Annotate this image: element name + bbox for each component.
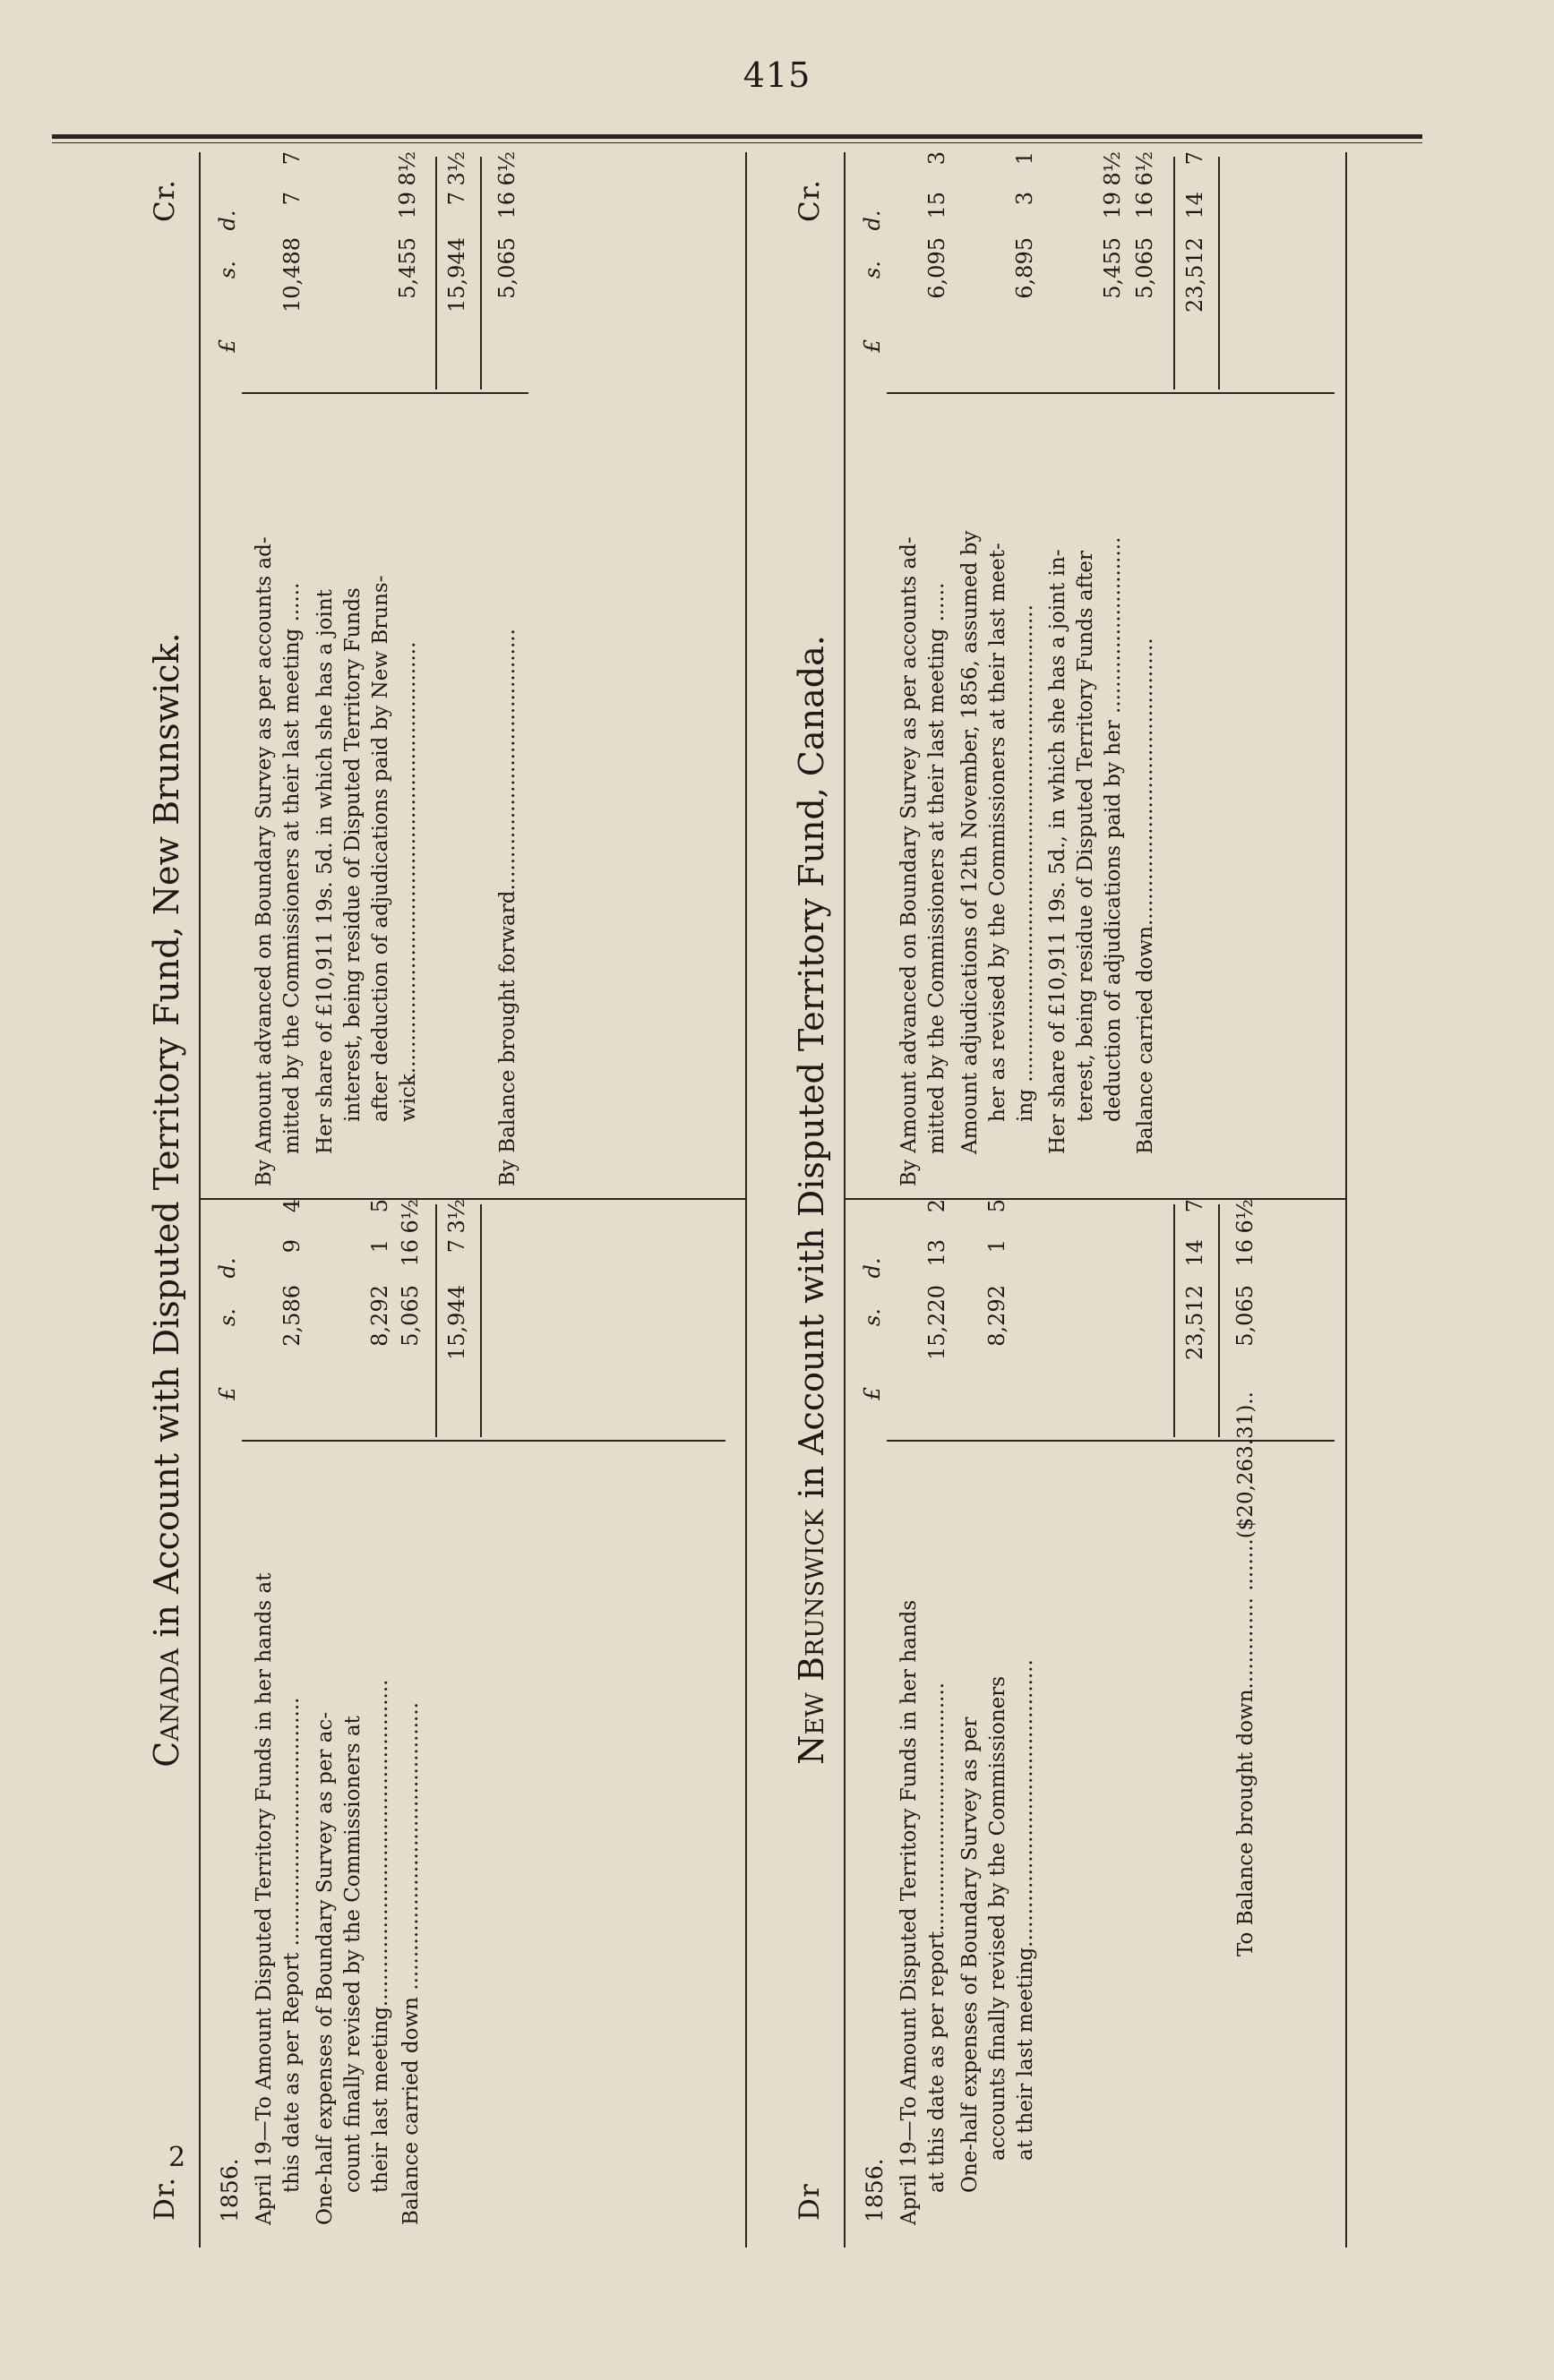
pounds: 5,065 bbox=[1132, 237, 1157, 299]
debit-entry bbox=[957, 1659, 1040, 2225]
heading-lead: New Brunswick bbox=[792, 1509, 831, 1765]
pence: 6½ bbox=[1132, 151, 1157, 186]
entry-line: at this date as per report...................................... bbox=[925, 1682, 949, 2193]
debit-total-underline bbox=[1218, 1204, 1220, 1437]
shillings: 15 bbox=[924, 192, 949, 219]
center-divider bbox=[844, 1198, 1345, 1200]
credit-total-rule bbox=[435, 157, 437, 390]
entry-line: By Amount advanced on Boundary Survey as per accounts ad- bbox=[253, 536, 276, 1186]
shilling-header: s. bbox=[215, 1308, 240, 1327]
pounds: 15,944 bbox=[444, 237, 469, 312]
pence: 7 bbox=[279, 151, 305, 166]
entry-line: this date as per Report ...................................... bbox=[280, 1697, 304, 2193]
entry-line: April 19—To Amount Disputed Territory Funds in her hands at bbox=[253, 1572, 276, 2225]
pounds: 23,512 bbox=[1182, 1285, 1207, 1360]
entry-line: terest, being residue of Disputed Territory Funds after bbox=[1074, 551, 1097, 1122]
entry-line: To Balance brought down.............. ........($20,263.31).. bbox=[1234, 1391, 1258, 1956]
shillings: 3 bbox=[1012, 192, 1037, 206]
entry-line: By Amount advanced on Boundary Survey as per accounts ad- bbox=[897, 536, 921, 1186]
pence: 3½ bbox=[444, 1199, 469, 1234]
pounds: 8,292 bbox=[984, 1285, 1009, 1347]
shillings: 9 bbox=[279, 1239, 305, 1254]
pound-header: £ bbox=[860, 338, 885, 353]
shillings: 7 bbox=[279, 192, 305, 206]
shillings: 16 bbox=[494, 192, 519, 219]
pence: 6½ bbox=[1232, 1199, 1258, 1234]
debit-money-column-line bbox=[242, 1440, 725, 1442]
pence-header: d. bbox=[215, 1257, 240, 1279]
pounds: 5,065 bbox=[1232, 1285, 1258, 1347]
credit-entry bbox=[312, 576, 423, 1187]
entry-line: count finally revised by the Commissioners at bbox=[341, 1716, 365, 2193]
shilling-header: s. bbox=[215, 261, 240, 279]
credit-money-column-line bbox=[242, 392, 528, 394]
pence: 3½ bbox=[444, 151, 469, 186]
pound-header: £ bbox=[215, 338, 240, 353]
pence: 8½ bbox=[1100, 151, 1125, 186]
account-heading bbox=[792, 152, 831, 2247]
shillings: 19 bbox=[1100, 192, 1125, 219]
debit-lsd-header bbox=[215, 1257, 240, 1400]
account-frame bbox=[199, 152, 201, 2247]
pound-header: £ bbox=[215, 1386, 240, 1400]
pence: 1 bbox=[1012, 151, 1037, 166]
entry-line: mitted by the Commissioners at their last meeting ...... bbox=[280, 582, 304, 1154]
credit-entry bbox=[896, 536, 951, 1186]
entry-line: Her share of £10,911 19s. 5d., in which she has a joint in- bbox=[1046, 549, 1069, 1154]
account-frame bbox=[844, 152, 846, 2247]
entry-line: accounts finally revised by the Commissioners bbox=[986, 1675, 1009, 2161]
pounds: 5,065 bbox=[494, 237, 519, 299]
account-title bbox=[788, 152, 838, 2247]
credit-total-underline bbox=[480, 157, 482, 390]
entry-line: One-half expenses of Boundary Survey as per ac- bbox=[313, 1711, 337, 2225]
credit-entry-brought-forward bbox=[494, 629, 522, 1186]
pence: 7 bbox=[1182, 151, 1207, 166]
shilling-header: s. bbox=[860, 261, 885, 279]
account-bottom-rule bbox=[1345, 152, 1347, 2247]
pounds: 8,292 bbox=[367, 1285, 392, 1347]
debit-total-rule bbox=[435, 1204, 437, 1437]
heading-rest: in Account with Disputed Territory Fund, Canada. bbox=[792, 635, 831, 1510]
credit-total-underline bbox=[1218, 157, 1220, 390]
entry-line: deduction of adjudications paid by her ........................... bbox=[1102, 536, 1125, 1122]
signature-mark: 2 bbox=[168, 2142, 186, 2173]
year-label: 1856. bbox=[217, 2158, 243, 2222]
pence: 2 bbox=[924, 1199, 949, 1213]
account-title bbox=[143, 152, 193, 2247]
account-heading bbox=[147, 152, 186, 2247]
top-rule bbox=[52, 134, 1422, 139]
shillings: 13 bbox=[924, 1239, 949, 1267]
entry-line: Balance carried down............................................ bbox=[1134, 638, 1157, 1154]
pounds: 6,895 bbox=[1012, 237, 1037, 299]
cr-label: Cr. bbox=[149, 179, 181, 222]
top-rule-thin bbox=[52, 142, 1422, 143]
credit-entry bbox=[251, 536, 306, 1186]
entry-line: interest, being residue of Disputed Territory Funds bbox=[341, 587, 365, 1122]
shillings: 14 bbox=[1182, 1239, 1207, 1267]
entry-line: after deduction of adjudications paid by New Bruns- bbox=[369, 575, 392, 1122]
credit-entry bbox=[1132, 638, 1160, 1186]
pence-header: d. bbox=[860, 210, 885, 231]
pence-header: d. bbox=[860, 1257, 885, 1279]
pence: 6½ bbox=[494, 151, 519, 186]
shillings: 7 bbox=[444, 1239, 469, 1254]
pence: 5 bbox=[367, 1199, 392, 1213]
pounds: 5,455 bbox=[1100, 237, 1125, 299]
credit-entry bbox=[1044, 537, 1128, 1186]
shillings: 1 bbox=[984, 1239, 1009, 1254]
entry-line: ing ......................................................................... bbox=[1014, 604, 1037, 1122]
dr-label: Dr. bbox=[149, 2176, 181, 2221]
credit-entry bbox=[957, 531, 1040, 1186]
debit-total-rule bbox=[1173, 1204, 1175, 1437]
account-bottom-rule bbox=[745, 152, 747, 2247]
credit-lsd-header bbox=[860, 210, 885, 353]
pounds: 6,095 bbox=[924, 237, 949, 299]
entry-line: mitted by the Commissioners at their last meeting ...... bbox=[925, 582, 949, 1154]
debit-money-column-line bbox=[887, 1440, 1335, 1442]
pence: 8½ bbox=[395, 151, 420, 186]
pence: 3 bbox=[924, 151, 949, 166]
debit-entry bbox=[251, 1573, 306, 2225]
shillings: 1 bbox=[367, 1239, 392, 1254]
pence: 4 bbox=[279, 1199, 305, 1213]
debit-entry bbox=[312, 1680, 395, 2225]
entry-line: her as revised by the Commissioners at their last meet- bbox=[986, 543, 1009, 1122]
shillings: 16 bbox=[1232, 1239, 1258, 1267]
pounds: 5,065 bbox=[398, 1285, 423, 1347]
entry-line: By Balance brought forward........................................ bbox=[496, 629, 519, 1186]
pounds: 23,512 bbox=[1182, 237, 1207, 312]
pounds: 5,455 bbox=[395, 237, 420, 299]
cr-label: Cr. bbox=[794, 179, 826, 222]
pence-header: d. bbox=[215, 210, 240, 231]
entry-line: Amount adjudications of 12th November, 1856, assumed by bbox=[958, 530, 982, 1154]
entry-line: April 19—To Amount Disputed Territory Funds in her hands bbox=[897, 1599, 921, 2225]
debit-total-underline bbox=[480, 1204, 482, 1437]
rotated-ledger bbox=[143, 152, 1424, 2247]
entry-line: at their last meeting............................................ bbox=[1014, 1659, 1037, 2161]
credit-money-column-line bbox=[887, 392, 1335, 394]
heading-lead: Canada bbox=[147, 1648, 186, 1768]
pence: 5 bbox=[984, 1199, 1009, 1213]
entry-line: Balance carried down ............................................ bbox=[399, 1702, 423, 2225]
entry-line: Her share of £10,911 19s. 5d. in which she has a joint bbox=[313, 589, 337, 1154]
entry-line: wick.................................................................. bbox=[397, 641, 420, 1122]
dr-label: Dr bbox=[794, 2183, 826, 2221]
pence: 6½ bbox=[398, 1199, 423, 1234]
pence: 7 bbox=[1182, 1199, 1207, 1213]
account-new-brunswick bbox=[788, 152, 1424, 2247]
pounds: 10,488 bbox=[279, 237, 305, 312]
shillings: 14 bbox=[1182, 192, 1207, 219]
pounds: 15,944 bbox=[444, 1285, 469, 1360]
shillings: 7 bbox=[444, 192, 469, 206]
entry-line: One-half expenses of Boundary Survey as per bbox=[958, 1717, 982, 2193]
credit-total-rule bbox=[1173, 157, 1175, 390]
debit-lsd-header bbox=[860, 1257, 885, 1400]
pound-header: £ bbox=[860, 1386, 885, 1400]
shillings: 16 bbox=[1132, 192, 1157, 219]
debit-entry-brought-down bbox=[1232, 1391, 1260, 2225]
pounds: 2,586 bbox=[279, 1285, 305, 1347]
year-label: 1856. bbox=[862, 2158, 888, 2222]
pounds: 15,220 bbox=[924, 1285, 949, 1360]
account-canada bbox=[143, 152, 761, 2247]
entry-line: their last meeting.................................................. bbox=[369, 1679, 392, 2193]
heading-rest: in Account with Disputed Territory Fund, New Brunswick. bbox=[147, 632, 186, 1648]
shillings: 19 bbox=[395, 192, 420, 219]
debit-entry bbox=[896, 1600, 951, 2225]
credit-lsd-header bbox=[215, 210, 240, 353]
page-number: 415 bbox=[743, 56, 811, 95]
shillings: 16 bbox=[398, 1239, 423, 1267]
shilling-header: s. bbox=[860, 1308, 885, 1327]
debit-entry bbox=[398, 1702, 425, 2225]
